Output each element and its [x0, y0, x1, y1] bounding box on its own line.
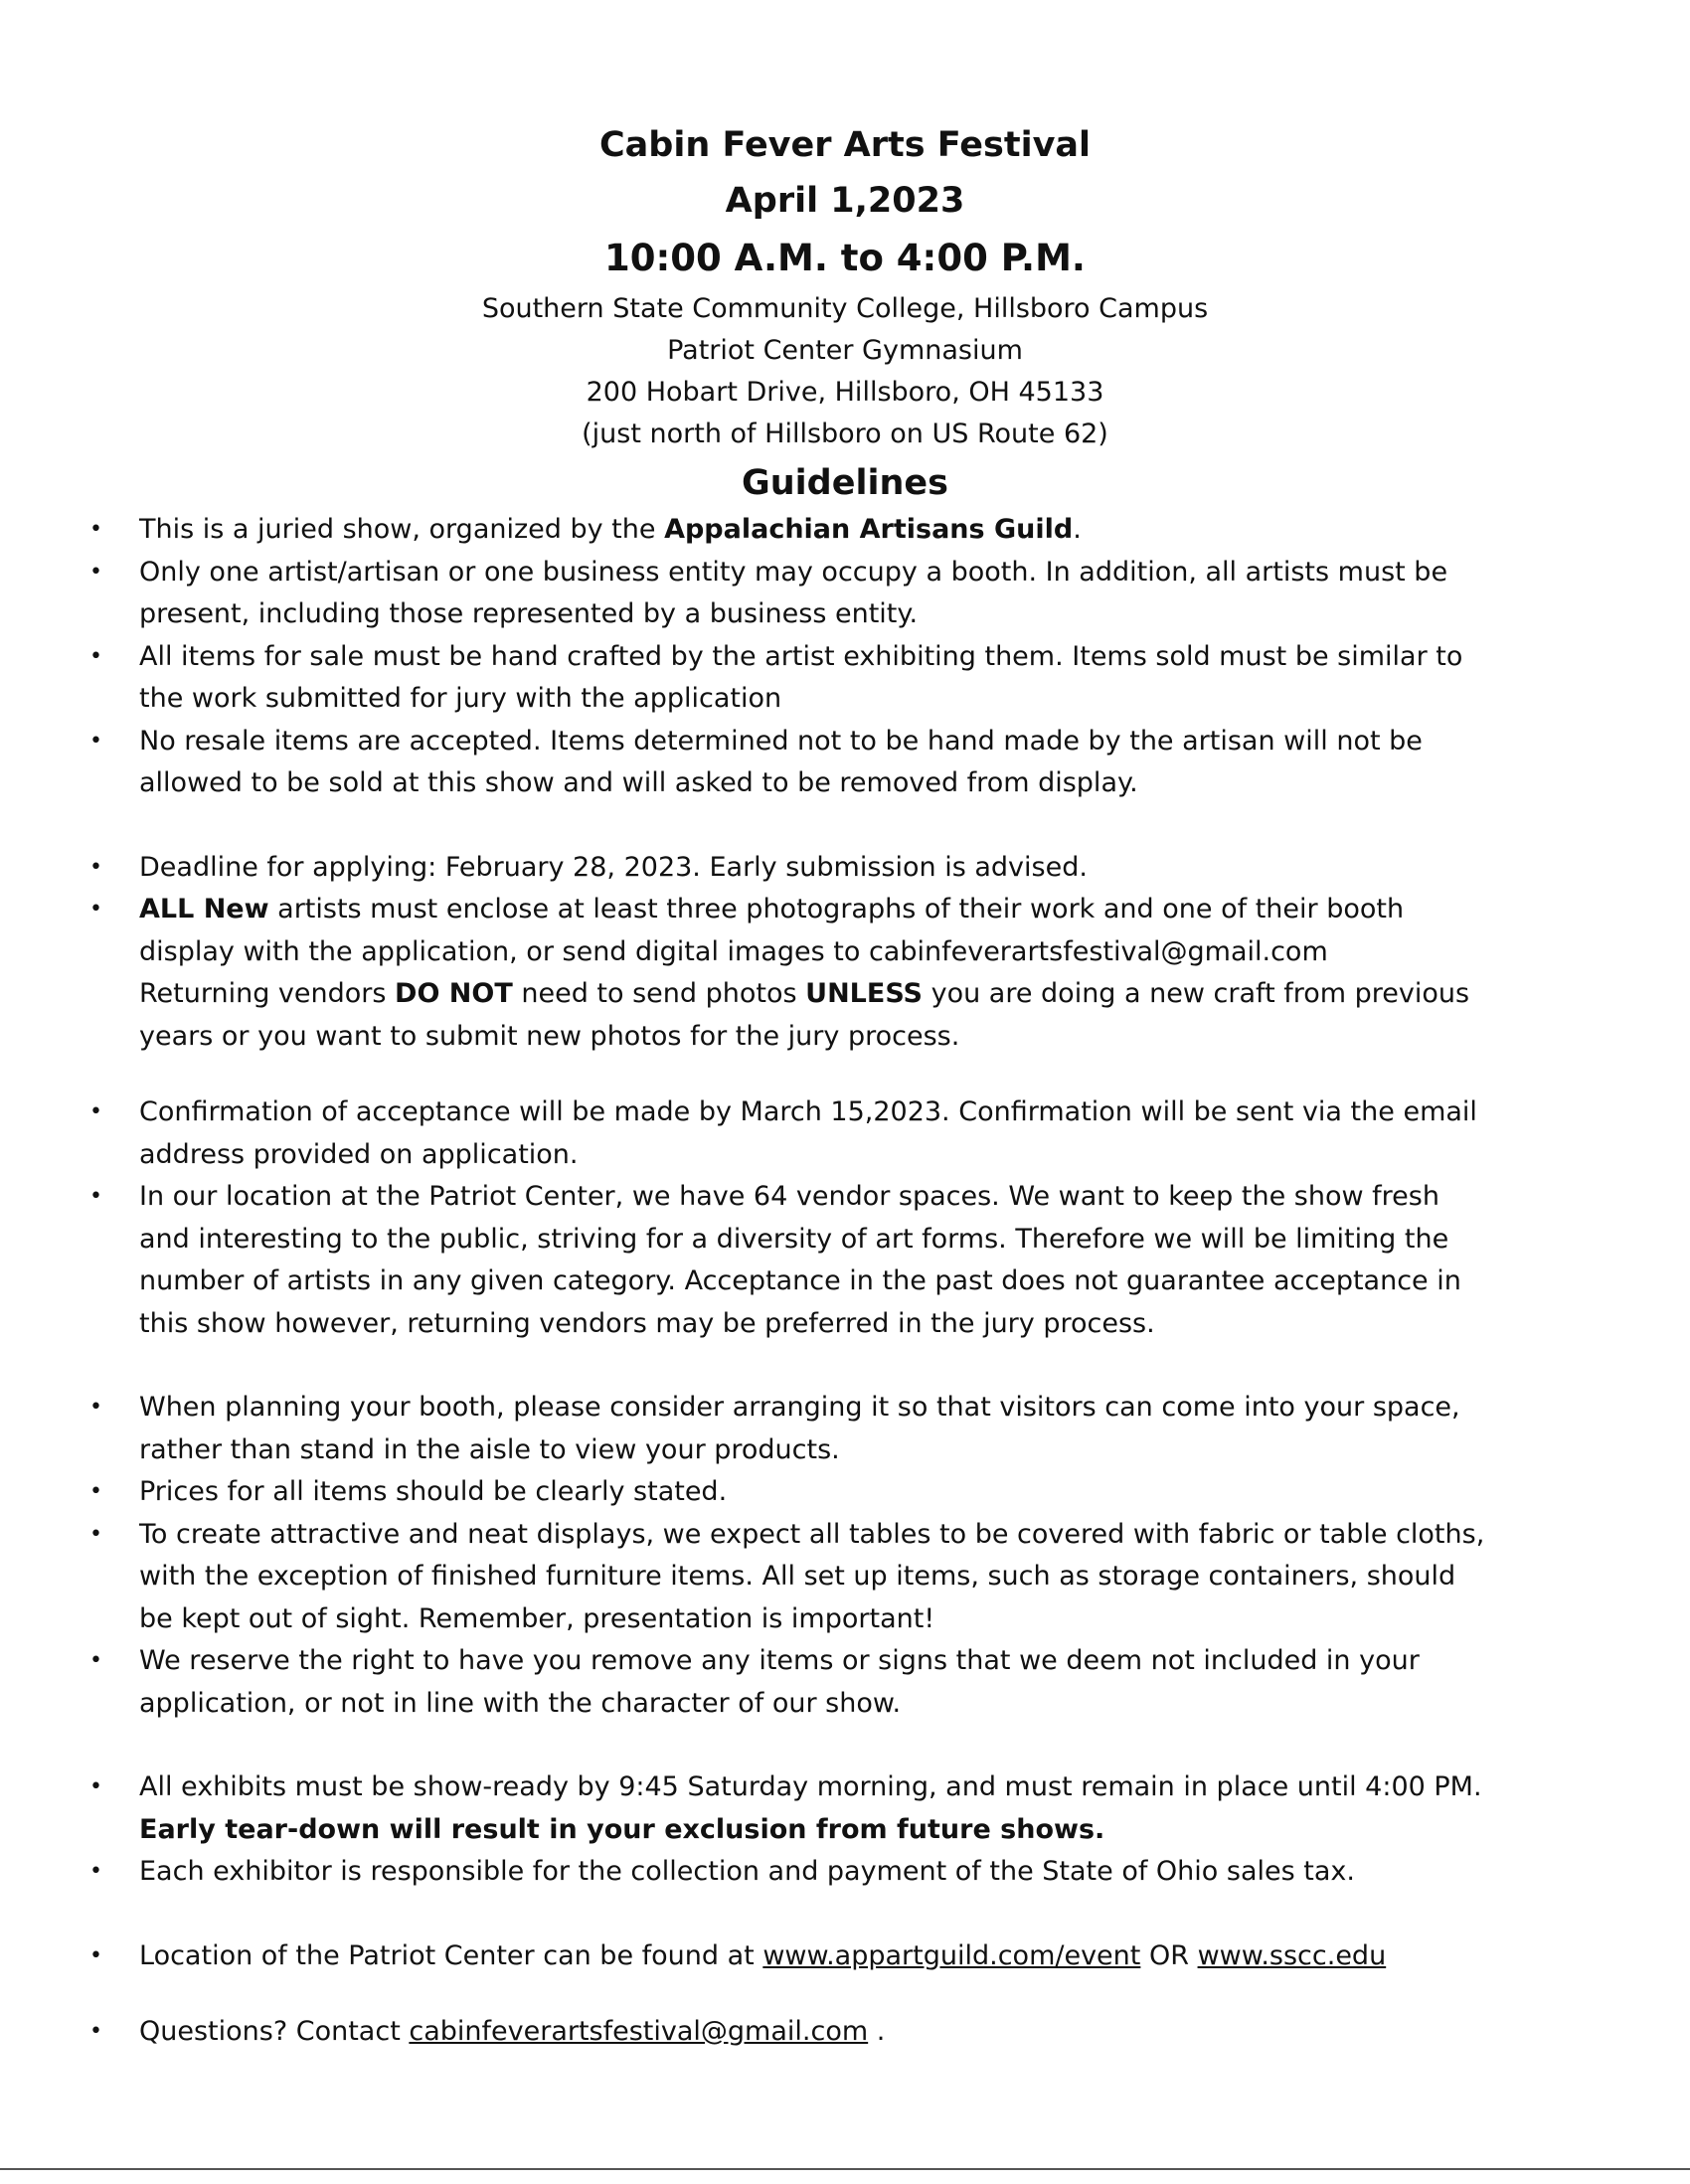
guideline-reserve-right: • We reserve the right to have you remove any items or signs that we deem not included in your application, or not in line with the character of our show.	[89, 1640, 1640, 1725]
guideline-prices: • Prices for all items should be clearly stated.	[89, 1471, 1640, 1514]
guideline-vendor-spaces: • In our location at the Patriot Center, we have 64 vendor spaces. We want to keep the show fresh and interesting to the public, striving for a diversity of art forms. Therefore we will be limiting the number of artists in any given category. Acceptance in the past does not guarantee acceptance in this show however, returning vendors may be preferred in the jury process.	[89, 1176, 1640, 1345]
festival-title: Cabin Fever Arts Festival	[599, 125, 1091, 165]
festival-time: 10:00 A.M. to 4:00 P.M.	[604, 237, 1086, 279]
guideline-questions: • Questions? Contact cabinfeverartsfestival@gmail.com .	[89, 2011, 1640, 2054]
bullet-icon: •	[89, 1774, 102, 1799]
guideline-juried: • This is a juried show, organized by the Appalachian Artisans Guild.	[89, 509, 1640, 552]
bullet-icon: •	[89, 1099, 102, 1124]
bullet-icon: •	[89, 897, 102, 922]
guideline-show-ready: • All exhibits must be show-ready by 9:45 Saturday morning, and must remain in place until 4:00 PM. Early tear-down will result in your exclusion from future shows.	[89, 1766, 1640, 1851]
guidelines-heading: Guidelines	[742, 463, 948, 503]
guideline-sales-tax: • Each exhibitor is responsible for the collection and payment of the State of Ohio sales tax.	[89, 1851, 1640, 1894]
bullet-icon: •	[89, 1942, 102, 1968]
bullet-icon: •	[89, 854, 102, 880]
bottom-divider	[0, 2168, 1690, 2170]
bullet-icon: •	[89, 1395, 102, 1420]
guideline-confirmation: • Confirmation of acceptance will be made by March 15,2023. Confirmation will be sent via the email address provided on application.	[89, 1092, 1640, 1176]
bullet-icon: •	[89, 728, 102, 754]
guideline-deadline: • Deadline for applying: February 28, 2023. Early submission is advised.	[89, 847, 1640, 890]
guideline-one-artist: • Only one artist/artisan or one business entity may occupy a booth. In addition, all artists must be present, including those represented by a business entity.	[89, 552, 1640, 636]
bullet-icon: •	[89, 1521, 102, 1547]
guideline-location-links: • Location of the Patriot Center can be found at www.appartguild.com/event OR www.sscc.edu	[89, 1935, 1640, 1978]
guideline-booth-planning: • When planning your booth, please consider arranging it so that visitors can come into your space, rather than stand in the aisle to view your products.	[89, 1387, 1640, 1471]
bullet-icon: •	[89, 2019, 102, 2044]
appartguild-link[interactable]: www.appartguild.com/event	[762, 1939, 1141, 1971]
guideline-hand-crafted: • All items for sale must be hand crafted by the artist exhibiting them. Items sold must be similar to the work submitted for jury with the application	[89, 636, 1640, 721]
guideline-displays: • To create attractive and neat displays, we expect all tables to be covered with fabric or table cloths, with the exception of finished furniture items. All set up items, such as storage containers, should be kept out of sight. Remember, presentation is important!	[89, 1514, 1640, 1641]
bullet-icon: •	[89, 1648, 102, 1673]
contact-email-link[interactable]: cabinfeverartsfestival@gmail.com	[409, 2016, 869, 2047]
guideline-no-resale: • No resale items are accepted. Items determined not to be hand made by the artisan will not be allowed to be sold at this show and will asked to be removed from display.	[89, 721, 1640, 805]
bullet-icon: •	[89, 559, 102, 585]
tear-down-warning: Early tear-down will result in your exclusion from future shows.	[139, 1813, 1105, 1845]
bullet-icon: •	[89, 1479, 102, 1504]
bullet-icon: •	[89, 1859, 102, 1884]
bullet-icon: •	[89, 517, 102, 542]
guidelines-list	[89, 509, 1640, 2054]
festival-date: April 1,2023	[725, 181, 965, 221]
guild-name: Appalachian Artisans Guild	[664, 514, 1074, 545]
venue-line: (just north of Hillsboro on US Route 62)	[582, 419, 1108, 449]
bullet-icon: •	[89, 643, 102, 669]
guideline-photos: • ALL New artists must enclose at least three photographs of their work and one of their booth display with the application, or send digital images to cabinfeverartsfestival@gmail.com Returning vendors DO NOT need to send photos UNLESS you are doing a new craft from previous years or you want to submit new photos for the jury process.	[89, 889, 1640, 1058]
header	[0, 117, 1690, 509]
sscc-link[interactable]: www.sscc.edu	[1197, 1939, 1387, 1971]
bullet-icon: •	[89, 1184, 102, 1209]
venue-line: Patriot Center Gymnasium	[667, 335, 1023, 366]
venue-line: Southern State Community College, Hillsboro Campus	[481, 293, 1209, 324]
venue-line: 200 Hobart Drive, Hillsboro, OH 45133	[586, 377, 1104, 408]
